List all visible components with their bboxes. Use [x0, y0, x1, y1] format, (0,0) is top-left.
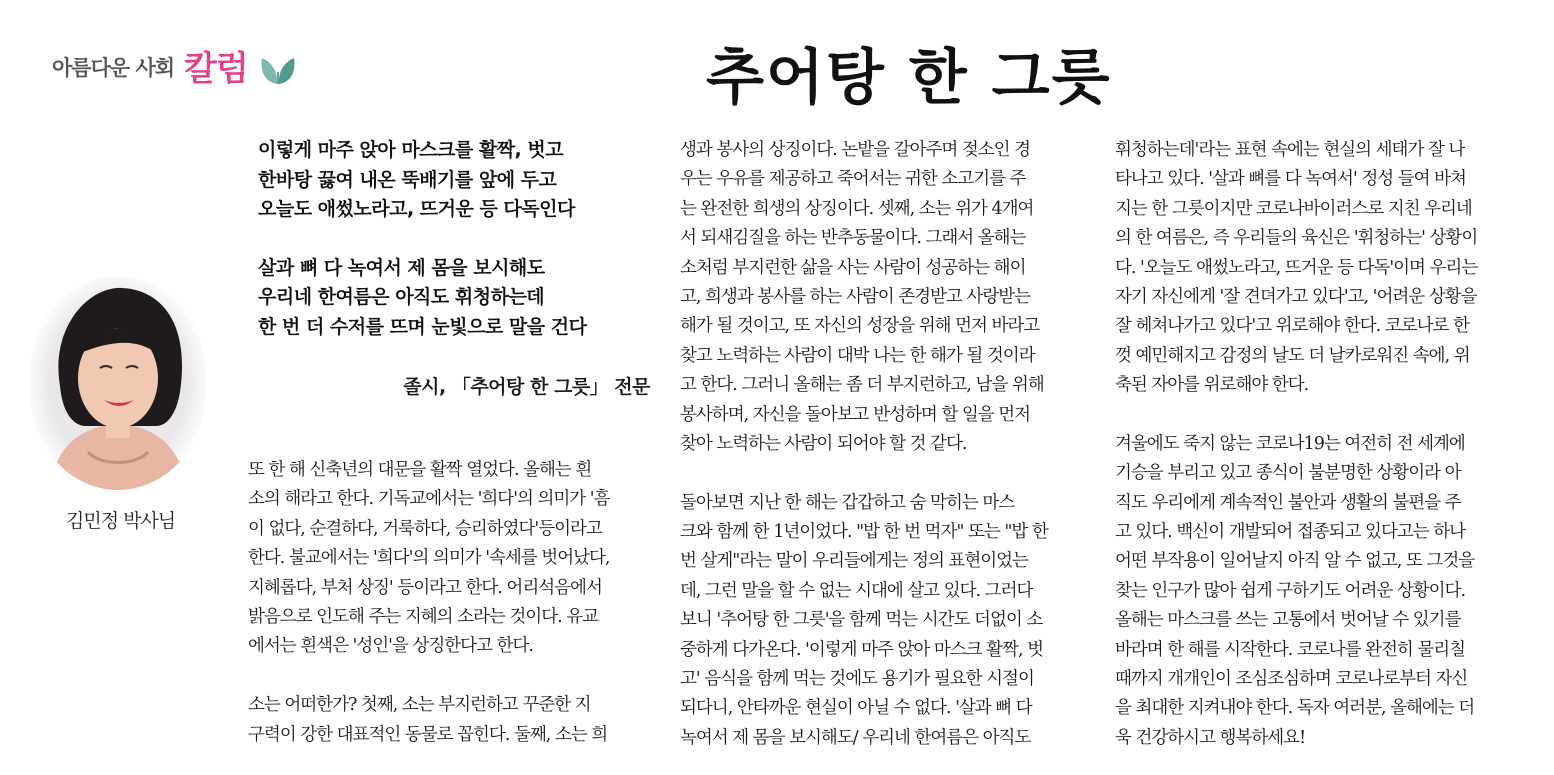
text-line: 휘청하는데'라는 표현 속에는 현실의 세태가 잘 나: [1115, 140, 1465, 160]
text-line: 찾아 노력하는 사람이 되어야 할 것 같다.: [680, 433, 967, 454]
poem-line: 한 번 더 수저를 뜨며 눈빛으로 말을 건다: [258, 315, 587, 338]
text-line: 되다니, 안타까운 현실이 아닐 수 없다. '살과 뼈 다: [680, 698, 1032, 719]
text-line: 이 없다, 순결하다, 거룩하다, 승리하였다'등이라고: [248, 518, 602, 539]
text-line: 소는 어떠한가? 첫째, 소는 부지런하고 꾸준한 지: [248, 695, 591, 716]
poem-line: 오늘도 애썼노라고, 뜨거운 등 다독인다: [258, 198, 575, 220]
text-line: 에서는 흰색은 '성인'을 상징한다고 한다.: [248, 636, 533, 657]
text-line: 해가 될 것이고, 또 자신의 성장을 위해 먼저 바라고: [680, 316, 1040, 337]
text-line: 지는 한 그릇이지만 코로나바이러스로 지친 우리네: [1115, 198, 1472, 219]
poem-line: 한바탕 끓여 내온 뚝배기를 앞에 두고: [258, 168, 557, 191]
text-line: 지혜롭다, 부처 상징' 등이라고 한다. 어리석음에서: [248, 577, 602, 598]
series-label: 아름다운 사회: [52, 56, 175, 80]
text-line: 크와 함께 한 1년이었다. "밥 한 번 먹자" 또는 "밥 한: [680, 522, 1048, 543]
poem: [258, 136, 650, 342]
text-line: 찾는 인구가 많아 쉽게 구하기도 어려운 상황이다.: [1115, 580, 1466, 601]
text-line: 껏 예민해지고 감정의 날도 더 날카로워진 속에, 위: [1115, 345, 1470, 366]
text-line: 보니 '추어탕 한 그릇'을 함께 먹는 시간도 더없이 소: [680, 610, 1043, 631]
text-line: 고, 희생과 봉사를 하는 사람이 존경받고 사랑받는: [680, 286, 1031, 307]
poem-line: 이렇게 마주 앉아 마스크를 활짝, 벗고: [258, 139, 564, 161]
text-line: 봉사하며, 자신을 돌아보고 반성하며 할 일을 먼저: [680, 404, 1031, 425]
text-line: 중하게 다가온다. '이렇게 마주 앉아 마스크 활짝, 벗: [680, 639, 1043, 660]
text-line: 의 한 여름은, 즉 우리들의 육신은 '휘청하는' 상황이: [1115, 228, 1478, 249]
text-line: 소의 해라고 한다. 기독교에서는 '희다'의 의미가 '흠: [248, 489, 610, 510]
leaf-icon: [258, 52, 298, 86]
text-line: 자기 자신에게 '잘 견뎌가고 있다'고, '어려운 상황을: [1115, 286, 1477, 307]
text-line: 고' 음식을 함께 먹는 것에도 용기가 필요한 시절이: [680, 669, 1034, 690]
text-line: 타나고 있다. '살과 뼈를 다 녹여서' 정성 들여 바쳐: [1115, 169, 1466, 190]
text-line: 축된 자아를 위로해야 한다.: [1115, 375, 1309, 396]
text-line: 녹여서 제 몸을 보시해도/ 우리네 한여름은 아직도: [680, 727, 1031, 748]
text-line: 밝음으로 인도해 주는 지혜의 소라는 것이다. 유교: [248, 606, 599, 627]
text-line: 는 완전한 희생의 상징이다. 셋째, 소는 위가 4개여: [680, 198, 1034, 219]
body-column-3: [1115, 136, 1477, 753]
text-line: 돌아보면 지난 한 해는 갑갑하고 숨 막히는 마스: [680, 492, 1015, 513]
column-header: [52, 42, 298, 90]
text-line: 또 한 해 신축년의 대문을 활짝 열었다. 올해는 흰: [248, 460, 592, 480]
text-line: 올해는 마스크를 쓰는 고통에서 벗어날 수 있기를: [1115, 610, 1461, 631]
body-column-1: [248, 456, 609, 750]
poem-source: 졸시, 「추어탕 한 그릇」 전문: [403, 376, 650, 398]
text-line: 고 있다. 백신이 개발되어 접종되고 있다고는 하나: [1115, 522, 1466, 543]
text-line: 을 최대한 지켜내야 한다. 독자 여러분, 올해에는 더: [1115, 698, 1475, 719]
text-line: 다. '오늘도 애썼노라고, 뜨거운 등 다독'이며 우리는: [1115, 257, 1478, 278]
text-line: 고 한다. 그러니 올해는 좀 더 부지런하고, 남을 위해: [680, 375, 1044, 396]
text-line: 욱 건강하시고 행복하세요!: [1115, 727, 1306, 748]
text-line: 한다. 불교에서는 '희다'의 의미가 '속세를 벗어났다,: [248, 548, 610, 569]
text-line: 번 살게"라는 말이 우리들에게는 정의 표현이었는: [680, 551, 1028, 572]
text-line: 생과 봉사의 상징이다. 논밭을 갈아주며 젖소인 경: [680, 140, 1031, 160]
text-line: 겨울에도 죽지 않는 코로나19는 여전히 전 세계에: [1115, 433, 1465, 454]
poem-line: 살과 뼈 다 녹여서 제 몸을 보시해도: [258, 256, 545, 279]
text-line: 바라며 한 해를 시작한다. 코로나를 완전히 물리칠: [1115, 639, 1466, 660]
text-line: 기승을 부리고 있고 종식이 불분명한 상황이라 아: [1115, 463, 1461, 484]
article-title: 추어탕 한 그릇: [706, 43, 1112, 113]
column-label: 칼럼: [184, 49, 248, 89]
text-line: 어떤 부작용이 일어날지 아직 알 수 없고, 또 그것을: [1115, 551, 1475, 572]
poem-line: 우리네 한여름은 아직도 휘청하는데: [258, 286, 545, 308]
text-line: 때까지 개개인이 조심조심하며 코로나로부터 자신: [1115, 669, 1468, 690]
author-name: 김민정 박사님: [66, 510, 176, 532]
text-line: 소처럼 부지런한 삶을 사는 사람이 성공하는 해이: [680, 257, 1026, 278]
text-line: 찾고 노력하는 사람이 대박 나는 한 해가 될 것이라: [680, 345, 1035, 366]
text-line: 서 되새김질을 하는 반추동물이다. 그래서 올해는: [680, 228, 1026, 249]
text-line: 데, 그런 말을 할 수 없는 시대에 살고 있다. 그러다: [680, 580, 1033, 601]
text-line: 구력이 강한 대표적인 동물로 꼽힌다. 둘째, 소는 희: [248, 724, 608, 745]
author-photo: [30, 276, 206, 490]
body-column-2: [680, 136, 1048, 753]
text-line: 잘 헤쳐나가고 있다'고 위로해야 한다. 코로나로 한: [1115, 316, 1469, 337]
text-line: 우는 우유를 제공하고 죽어서는 귀한 소고기를 주: [680, 169, 1026, 190]
text-line: 직도 우리에게 계속적인 불안과 생활의 불편을 주: [1115, 492, 1461, 513]
